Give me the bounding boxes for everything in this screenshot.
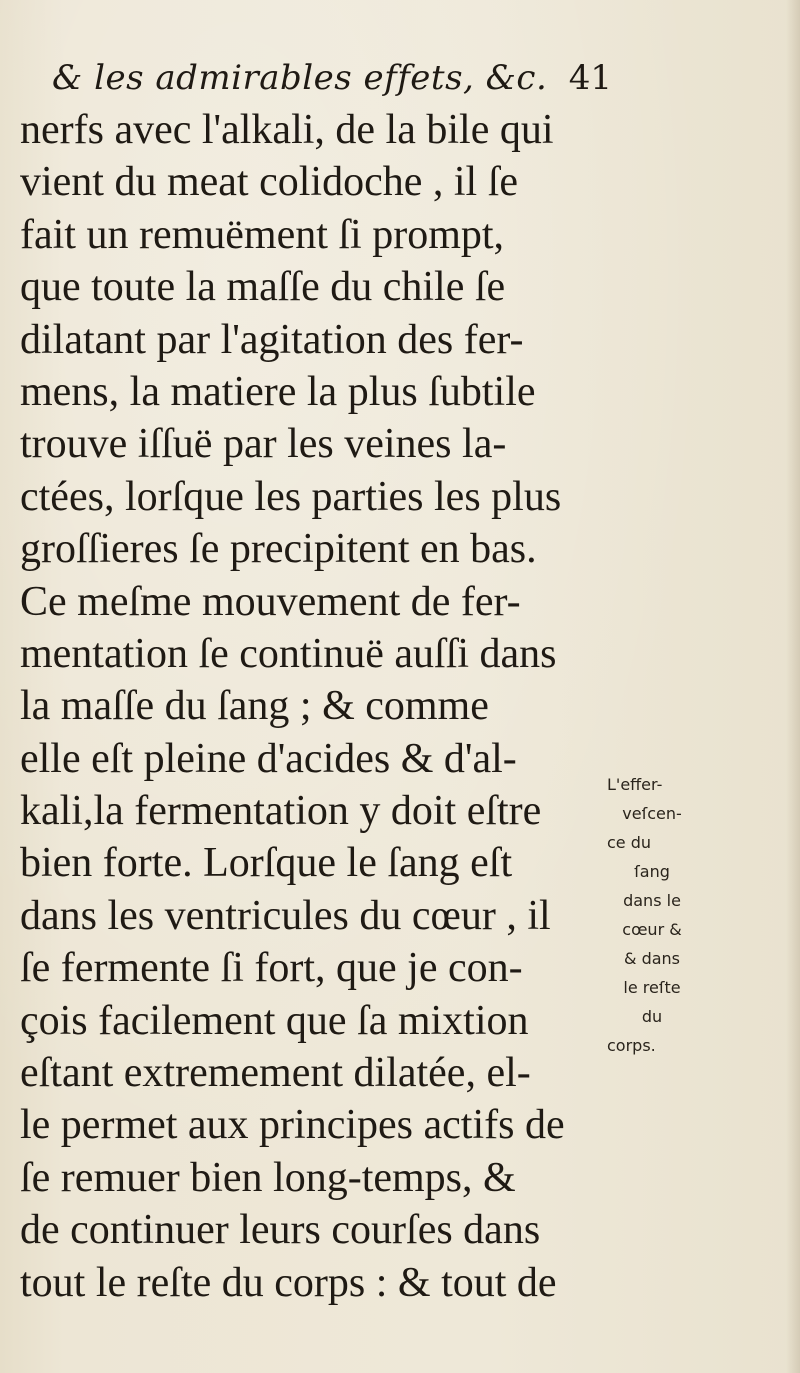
margin-note (607, 770, 697, 1060)
text-line: bien forte. Lorſque le ſang eſt (20, 840, 513, 887)
text-line: ſe fermente ſi fort, que je con- (20, 945, 523, 992)
text-line: trouve iſſuë par les veines la- (20, 421, 507, 468)
text-line: dans les ventricules du cœur , il (20, 892, 551, 939)
text-line: la maſſe du ſang ; & comme (20, 683, 489, 730)
text-line: Ce meſme mouvement de fer- (20, 578, 521, 625)
text-line: kali,la fermentation y doit eſtre (20, 788, 542, 835)
text-line: fait un remuëment ſi prompt, (20, 211, 505, 258)
text-line: ctées, lorſque les parties les plus (20, 473, 562, 520)
text-line: eſtant extremement dilatée, el- (20, 1050, 531, 1097)
margin-note-line: veſcen- (622, 804, 682, 823)
margin-note-line: corps. (607, 1036, 656, 1055)
text-line: mens, la matiere la plus ſubtile (20, 368, 536, 415)
text-line: groſſieres ſe precipitent en bas. (20, 526, 537, 573)
text-line: mentation ſe continuë auſſi dans (20, 630, 557, 677)
body-text (20, 104, 600, 1309)
margin-note-line: du (641, 1007, 663, 1026)
margin-note-line: dans le (623, 891, 681, 910)
text-line: dilatant par l'agitation des fer- (20, 316, 524, 363)
running-head-title: & les admirables effets, &c. (52, 58, 548, 98)
page-edge-shadow (786, 0, 800, 1373)
margin-note-line: le reſte (623, 978, 681, 997)
text-line: de continuer leurs courſes dans (20, 1207, 541, 1254)
margin-note-line: ſang (634, 862, 670, 881)
text-line: çois facilement que ſa mixtion (20, 997, 529, 1044)
text-line: que toute la maſſe du chile ſe (20, 264, 506, 311)
running-head (52, 58, 612, 108)
margin-note-line: cœur & (622, 920, 682, 939)
text-line: le permet aux principes actifs de (20, 1102, 565, 1149)
text-line: elle eſt pleine d'acides & d'al- (20, 735, 517, 782)
margin-note-line: ce du (607, 833, 652, 852)
text-line: ſe remuer bien long-temps, & (20, 1154, 516, 1201)
text-line: tout le reſte du corps : & tout de (20, 1259, 557, 1306)
text-line: vient du meat colidoche , il ſe (20, 159, 519, 206)
text-line: nerfs avec l'alkali, de la bile qui (20, 107, 554, 153)
page-number: 41 (568, 58, 612, 98)
margin-note-line: & dans (624, 949, 680, 968)
margin-note-line: L'effer- (607, 775, 663, 794)
